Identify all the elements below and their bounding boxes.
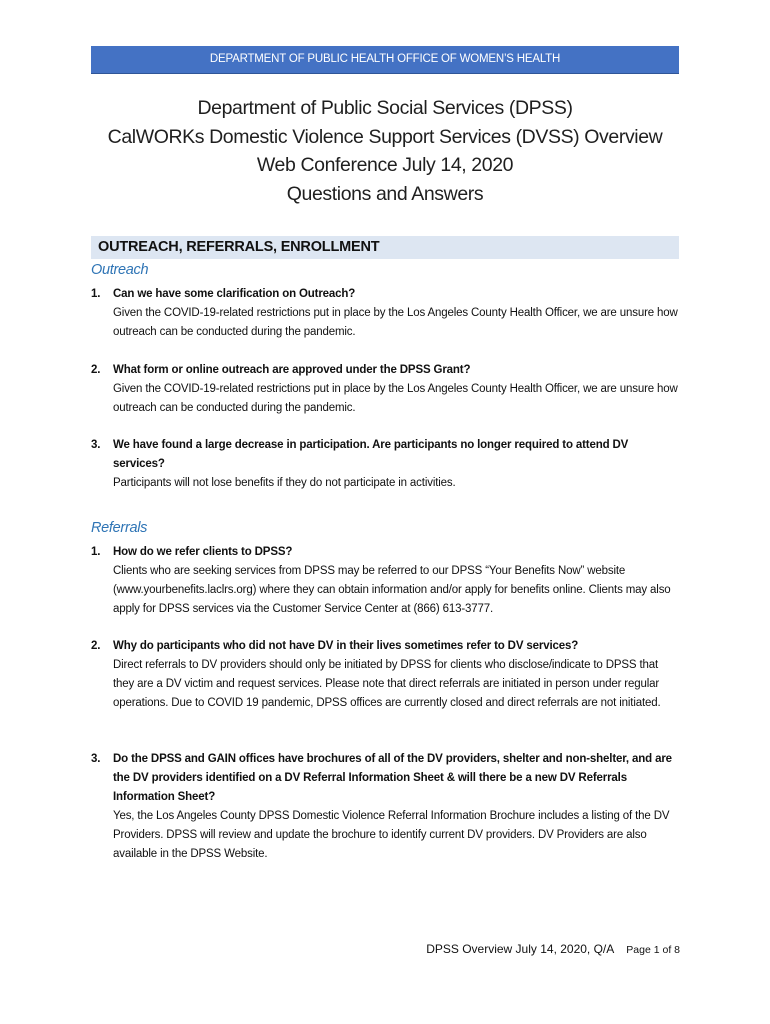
qa-answer: Clients who are seeking services from DPSS may be referred to our DPSS “Your Benefits Now” website (www.yourbenefits.laclrs.org) where they can obtain information and/or apply for benefits online. Clients may also apply for DPSS services via the Customer Service Center at (866) 613-3777.: [113, 565, 671, 615]
outreach-qa-3: [91, 436, 681, 493]
referrals-heading: Referrals: [91, 520, 148, 536]
qa-number: 3.: [91, 439, 101, 451]
qa-question: How do we refer clients to DPSS?: [113, 546, 293, 558]
qa-question: What form or online outreach are approved under the DPSS Grant?: [113, 364, 471, 376]
footer-document-label: DPSS Overview July 14, 2020, Q/A: [426, 942, 615, 956]
title-line-2: CalWORKs Domestic Violence Support Services (DVSS) Overview: [107, 125, 663, 148]
outreach-qa-1: [91, 285, 681, 342]
header-banner: DEPARTMENT OF PUBLIC HEALTH OFFICE OF WOMEN’S HEALTH: [91, 46, 679, 74]
qa-number: 2.: [91, 364, 101, 376]
title-line-1: Department of Public Social Services (DPSS): [197, 97, 573, 119]
referrals-qa-3: [91, 750, 681, 864]
qa-answer: Given the COVID-19-related restrictions put in place by the Los Angeles County Health Officer, we are unsure how outreach can be conducted during the pandemic.: [113, 383, 678, 414]
title-line-4: Questions and Answers: [286, 182, 484, 205]
qa-answer: Given the COVID-19-related restrictions put in place by the Los Angeles County Health Officer, we are unsure how outreach can be conducted during the pandemic.: [113, 307, 678, 338]
qa-answer: Participants will not lose benefits if they do not participate in activities.: [113, 477, 456, 489]
page-number: Page 1 of 8: [626, 944, 680, 956]
document-title: [60, 94, 710, 208]
section-heading: OUTREACH, REFERRALS, ENROLLMENT: [91, 236, 679, 259]
qa-number: 2.: [91, 640, 101, 652]
qa-answer: Yes, the Los Angeles County DPSS Domestic Violence Referral Information Brochure includes a listing of the DV Providers. DPSS will review and update the brochure to identify current DV providers. DV Providers are also available in the DPSS Website.: [113, 810, 670, 860]
outreach-heading: Outreach: [91, 262, 149, 278]
outreach-qa-2: [91, 361, 681, 418]
referrals-qa-1: [91, 543, 681, 619]
referrals-qa-2: [91, 637, 681, 713]
qa-question: Why do participants who did not have DV in their lives sometimes refer to DV services?: [113, 640, 579, 652]
page-footer: [426, 942, 680, 956]
qa-question: We have found a large decrease in participation. Are participants no longer required to attend DV services?: [113, 439, 629, 470]
qa-number: 3.: [91, 753, 101, 765]
title-line-3: Web Conference July 14, 2020: [256, 154, 514, 177]
qa-question: Do the DPSS and GAIN offices have brochures of all of the DV providers, shelter and non-shelter, and are the DV providers identified on a DV Referral Information Sheet & will there be a new DV Referrals Information Sheet?: [113, 753, 672, 803]
qa-number: 1.: [91, 288, 101, 300]
qa-answer: Direct referrals to DV providers should only be initiated by DPSS for clients who disclose/indicate to DPSS that they are a DV victim and request services. Please note that direct referrals are initiated in person under regular operations. Due to COVID 19 pandemic, DPSS offices are currently closed and direct referrals are not initiated.: [113, 659, 661, 709]
qa-number: 1.: [91, 546, 101, 558]
qa-question: Can we have some clarification on Outreach?: [113, 288, 356, 300]
